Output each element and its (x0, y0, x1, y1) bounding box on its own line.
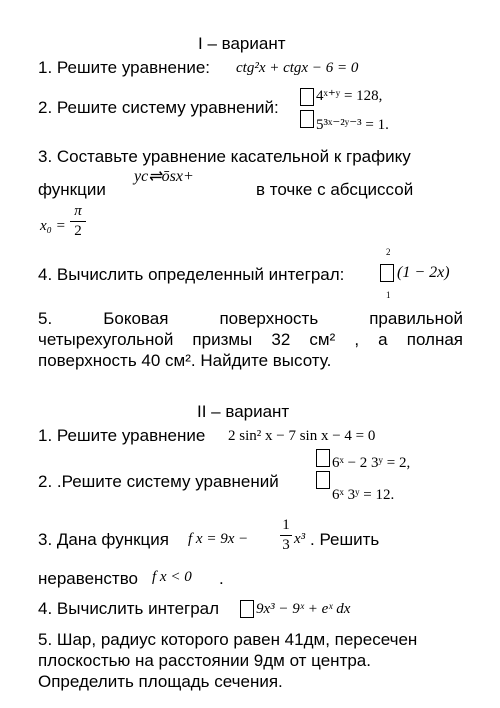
v1-problem-1-equation: ctg²x + ctgx − 6 = 0 (236, 60, 359, 76)
v2-system-eq-1: 6ˣ − 2 3ʸ = 2, (332, 455, 411, 471)
v2-inequality: f x < 0 (152, 569, 192, 585)
v2-problem-3-label: 3. Дана функция (38, 530, 169, 549)
v2-problem-3-dot: . (219, 569, 224, 588)
v2-problem-3-line2: неравенство (38, 569, 139, 588)
v1-system-eq-2: 5³ˣ⁻²ʸ⁻³ = 1. (316, 117, 389, 133)
v2-problem-4-label: 4. Вычислить интеграл (38, 599, 220, 618)
v1-problem-4-label: 4. Вычислить определенный интеграл: (38, 265, 345, 284)
v2-problem-1-equation: 2 sin² x − 7 sin x − 4 = 0 (228, 428, 376, 444)
system-brace-placeholder (300, 110, 314, 128)
v1-problem-3-function: yc⇌ōsx+ (134, 168, 194, 185)
v1-problem-1-label: 1. Решите уравнение: (38, 58, 211, 77)
v1-x0-label: x₀ = (40, 218, 66, 234)
v2-problem-1-label: 1. Решите уравнение (38, 426, 206, 445)
integral-lower-limit: 1 (386, 290, 391, 300)
v1-integrand: (1 − 2x) (397, 264, 450, 281)
x0-numerator: π (74, 203, 82, 219)
system-brace-placeholder (300, 88, 314, 106)
v2-function-tail: x³ (294, 531, 306, 547)
v2-function-fraction (280, 517, 292, 554)
system-brace-placeholder (316, 471, 330, 489)
fraction-numerator: 1 (282, 517, 290, 533)
integral-sign-icon (380, 264, 394, 282)
v1-problem-2-label: 2. Решите систему уравнений: (38, 98, 279, 117)
v2-function: f x = 9x − (188, 531, 249, 547)
x0-denominator: 2 (74, 223, 82, 239)
v1-problem-3-word-function: функции (38, 180, 106, 199)
fraction-bar (70, 221, 86, 222)
v2-problem-2-label: 2. .Решите систему уравнений (38, 472, 279, 491)
fraction-bar (280, 535, 292, 536)
variant-2-title: II – вариант (197, 402, 290, 421)
integral-upper-limit: 2 (386, 247, 391, 257)
v1-problem-5: 5. Боковая поверхность правильной четырехугольной призмы 32 см² , а полная поверхность 40 см². Найдите высоту. (38, 309, 463, 370)
v1-problem-3-line1: 3. Составьте уравнение касательной к графику (38, 147, 411, 166)
integral-sign-icon (240, 600, 254, 618)
v2-problem-5: 5. Шар, радиус которого равен 41дм, пересечен плоскостью на расстоянии 9дм от центра. Определить площадь сечения. (38, 630, 418, 691)
fraction-denominator: 3 (282, 537, 290, 553)
v1-x0-fraction (70, 203, 86, 240)
v2-system-eq-2: 6ˣ 3ʸ = 12. (332, 487, 395, 503)
v2-integrand: 9x³ − 9ˣ + eˣ dx (256, 601, 351, 617)
variant-1-title: I – вариант (198, 34, 286, 53)
v2-problem-3-after: . Решить (310, 530, 380, 549)
system-brace-placeholder (316, 449, 330, 467)
v1-system-eq-1: 4ˣ⁺ʸ = 128, (316, 88, 383, 104)
v1-problem-3-word-point: в точке с абсциссой (256, 180, 414, 199)
